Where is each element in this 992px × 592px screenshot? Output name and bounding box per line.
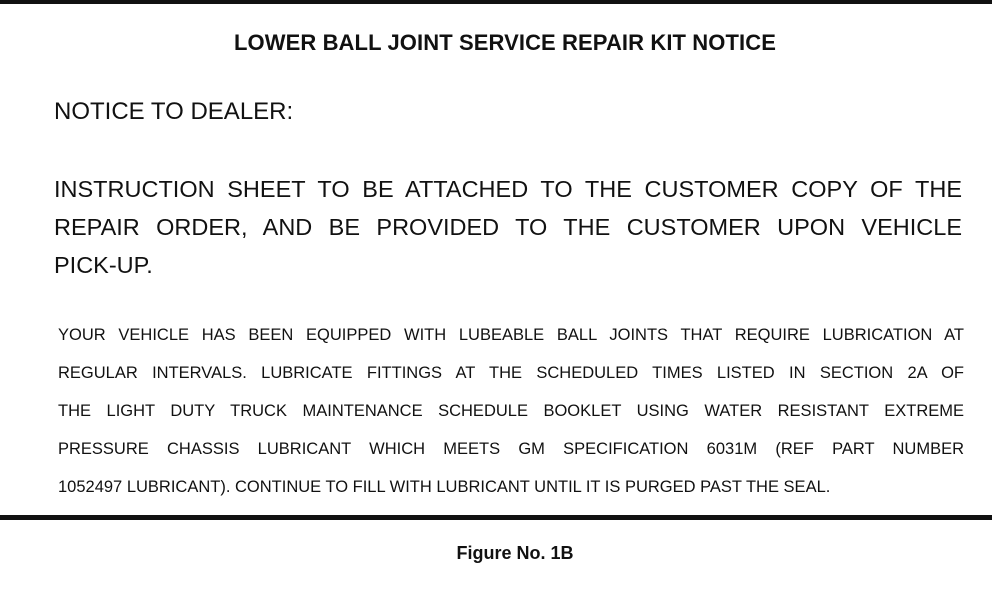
notice-line: REGULAR INTERVALS. LUBRICATE FITTINGS AT THE SCHEDULED TIMES LISTED IN SECTION 2A OF (58, 364, 964, 382)
notice-line: PRESSURE CHASSIS LUBRICANT WHICH MEETS GM SPECIFICATION 6031M (REF PART NUMBER (58, 440, 964, 458)
instruction-line: REPAIR ORDER, AND BE PROVIDED TO THE CUSTOMER UPON VEHICLE (54, 214, 962, 240)
bottom-rule (0, 515, 992, 520)
notice-title: LOWER BALL JOINT SERVICE REPAIR KIT NOTICE (233, 30, 777, 55)
instruction-line: INSTRUCTION SHEET TO BE ATTACHED TO THE CUSTOMER COPY OF THE (54, 176, 962, 202)
notice-line: THE LIGHT DUTY TRUCK MAINTENANCE SCHEDULE BOOKLET USING WATER RESISTANT EXTREME (58, 402, 964, 420)
figure-caption: Figure No. 1B (456, 543, 574, 563)
top-rule (0, 0, 992, 4)
notice-line: YOUR VEHICLE HAS BEEN EQUIPPED WITH LUBEABLE BALL JOINTS THAT REQUIRE LUBRICATION AT (58, 326, 964, 344)
customer-lubrication-notice (58, 316, 968, 506)
notice-line: 1052497 LUBRICANT). CONTINUE TO FILL WITH LUBRICANT UNTIL IT IS PURGED PAST THE SEAL. (58, 478, 831, 496)
notice-to-dealer-heading: NOTICE TO DEALER: (54, 98, 294, 125)
instruction-line: PICK-UP. (54, 252, 153, 278)
dealer-instruction (54, 170, 974, 284)
